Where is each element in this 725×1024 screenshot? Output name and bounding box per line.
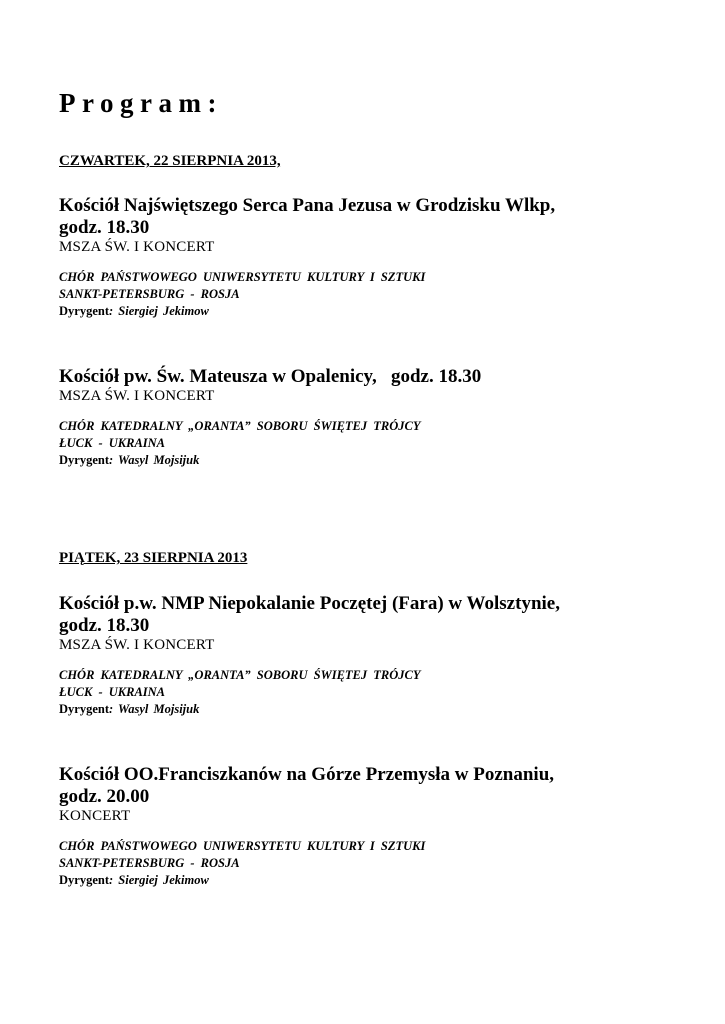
performer-origin: SANKT-PETERSBURG - ROSJA bbox=[59, 287, 240, 301]
conductor-name: : Siergiej Jekimow bbox=[109, 873, 209, 887]
conductor-name: : Siergiej Jekimow bbox=[109, 304, 209, 318]
event-conductor bbox=[59, 303, 699, 320]
event-grodzisk bbox=[59, 195, 699, 320]
event-venue bbox=[59, 593, 699, 637]
event-time: godz. 20.00 bbox=[59, 786, 150, 807]
venue-line: Kościół p.w. NMP Niepokalanie Poczętej (Fara) w Wolsztynie, bbox=[59, 593, 560, 614]
event-wolsztyn bbox=[59, 593, 699, 718]
event-kind: MSZA ŚW. I KONCERT bbox=[59, 239, 215, 255]
event-venue bbox=[59, 366, 699, 388]
venue-line: Kościół pw. Św. Mateusza w Opalenicy, godz. 18.30 bbox=[59, 366, 482, 387]
event-venue bbox=[59, 195, 699, 239]
event-conductor bbox=[59, 872, 699, 889]
performer-name: CHÓR KATEDRALNY „ORANTA” SOBORU ŚWIĘTEJ TRÓJCY bbox=[59, 668, 421, 682]
event-performer bbox=[59, 838, 699, 872]
event-kind: MSZA ŚW. I KONCERT bbox=[59, 637, 215, 653]
day-heading-friday: PIĄTEK, 23 SIERPNIA 2013 bbox=[59, 550, 248, 566]
event-conductor bbox=[59, 701, 699, 718]
event-time: godz. 18.30 bbox=[59, 217, 150, 238]
performer-origin: ŁUCK - UKRAINA bbox=[59, 436, 166, 450]
event-time: godz. 18.30 bbox=[59, 615, 150, 636]
event-performer bbox=[59, 269, 699, 303]
performer-origin: ŁUCK - UKRAINA bbox=[59, 685, 166, 699]
conductor-label: Dyrygent bbox=[59, 873, 109, 887]
page-title: Program: bbox=[59, 88, 223, 118]
event-opalenica bbox=[59, 366, 699, 469]
performer-name: CHÓR PAŃSTWOWEGO UNIWERSYTETU KULTURY I SZTUKI bbox=[59, 270, 426, 284]
venue-line: Kościół OO.Franciszkanów na Górze Przemysła w Poznaniu, bbox=[59, 764, 555, 785]
conductor-name: : Wasyl Mojsijuk bbox=[109, 702, 200, 716]
conductor-name: : Wasyl Mojsijuk bbox=[109, 453, 200, 467]
performer-origin: SANKT-PETERSBURG - ROSJA bbox=[59, 856, 240, 870]
conductor-label: Dyrygent bbox=[59, 453, 109, 467]
event-performer bbox=[59, 418, 699, 452]
event-kind: KONCERT bbox=[59, 808, 131, 824]
venue-line: Kościół Najświętszego Serca Pana Jezusa w Grodzisku Wlkp, bbox=[59, 195, 556, 216]
event-poznan bbox=[59, 764, 699, 889]
day-heading-thursday: CZWARTEK, 22 SIERPNIA 2013, bbox=[59, 153, 281, 169]
performer-name: CHÓR KATEDRALNY „ORANTA” SOBORU ŚWIĘTEJ TRÓJCY bbox=[59, 419, 421, 433]
event-kind: MSZA ŚW. I KONCERT bbox=[59, 388, 215, 404]
event-performer bbox=[59, 667, 699, 701]
conductor-label: Dyrygent bbox=[59, 702, 109, 716]
performer-name: CHÓR PAŃSTWOWEGO UNIWERSYTETU KULTURY I SZTUKI bbox=[59, 839, 426, 853]
event-conductor bbox=[59, 452, 699, 469]
event-venue bbox=[59, 764, 699, 808]
conductor-label: Dyrygent bbox=[59, 304, 109, 318]
